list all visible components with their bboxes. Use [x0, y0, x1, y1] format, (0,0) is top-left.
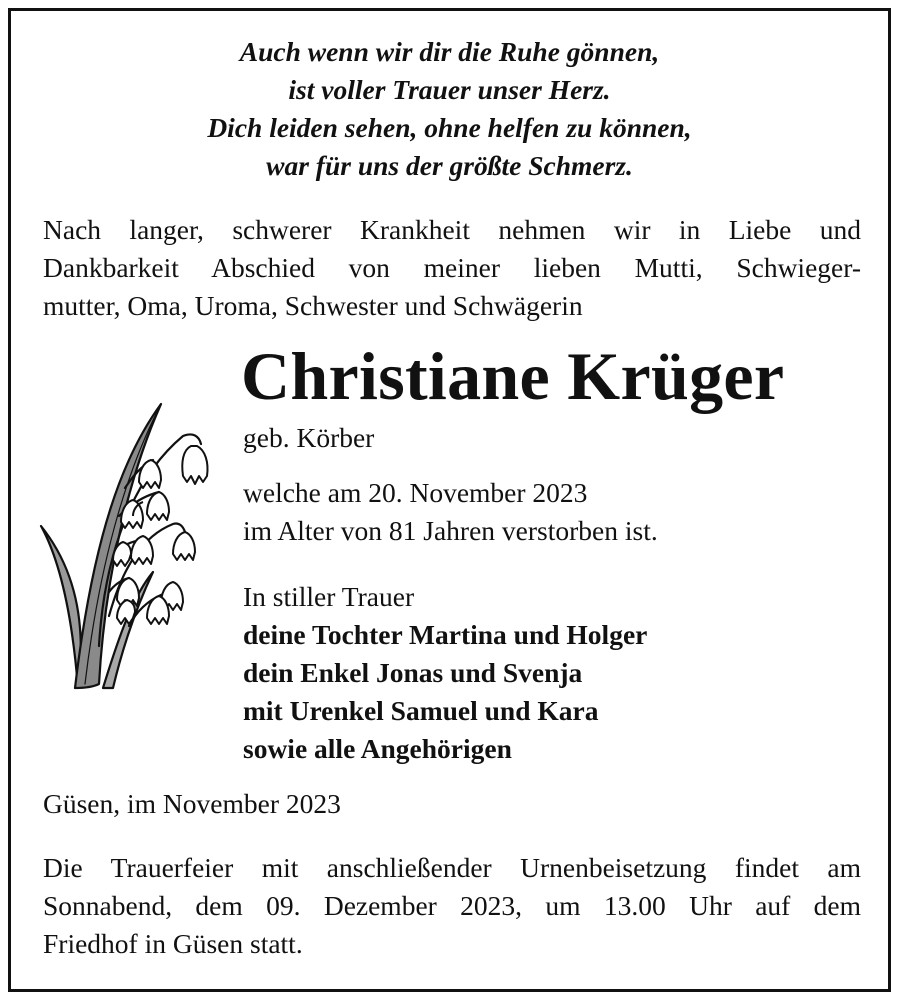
mourner-line: sowie alle Angehörigen — [243, 733, 512, 764]
poem-line: Dich leiden sehen, ohne helfen zu können, — [207, 112, 692, 143]
poem-line: war für uns der größte Schmerz. — [266, 150, 633, 181]
poem — [11, 33, 888, 185]
ceremony-line: Die Trauerfeier mit anschließender Urnenbeisetzung findet am — [43, 852, 861, 883]
ceremony-line: Friedhof in Güsen statt. — [43, 928, 303, 959]
lily-of-the-valley-icon — [33, 396, 223, 696]
poem-line: Auch wenn wir dir die Ruhe gönnen, — [239, 36, 660, 67]
death-info — [243, 474, 658, 550]
death-line: im Alter von 81 Jahren verstorben ist. — [243, 515, 658, 546]
place-date-text: Güsen, im November 2023 — [43, 788, 341, 819]
mourners — [243, 578, 647, 768]
place-date — [43, 785, 861, 823]
intro-line: Nach langer, schwerer Krankheit nehmen wir in Liebe und — [43, 214, 861, 245]
mourner-line: mit Urenkel Samuel und Kara — [243, 695, 599, 726]
intro-line: mutter, Oma, Uroma, Schwester und Schwägerin — [43, 290, 583, 321]
obituary-frame — [8, 8, 891, 992]
mourner-line: dein Enkel Jonas und Svenja — [243, 657, 583, 688]
mourners-intro: In stiller Trauer — [243, 581, 415, 612]
ceremony-text — [43, 849, 861, 963]
mourner-line: deine Tochter Martina und Holger — [243, 619, 648, 650]
intro-text — [43, 211, 861, 325]
poem-line: ist voller Trauer unser Herz. — [288, 74, 611, 105]
intro-line: Dankbarkeit Abschied von meiner lieben Mutti, Schwieger- — [43, 252, 861, 283]
ceremony-line: Sonnabend, dem 09. Dezember 2023, um 13.00 Uhr auf dem — [43, 890, 861, 921]
death-line: welche am 20. November 2023 — [243, 477, 588, 508]
birth-name-text: geb. Körber — [243, 422, 375, 453]
deceased-name: Christiane Krüger — [241, 338, 785, 414]
birth-name — [243, 419, 374, 457]
